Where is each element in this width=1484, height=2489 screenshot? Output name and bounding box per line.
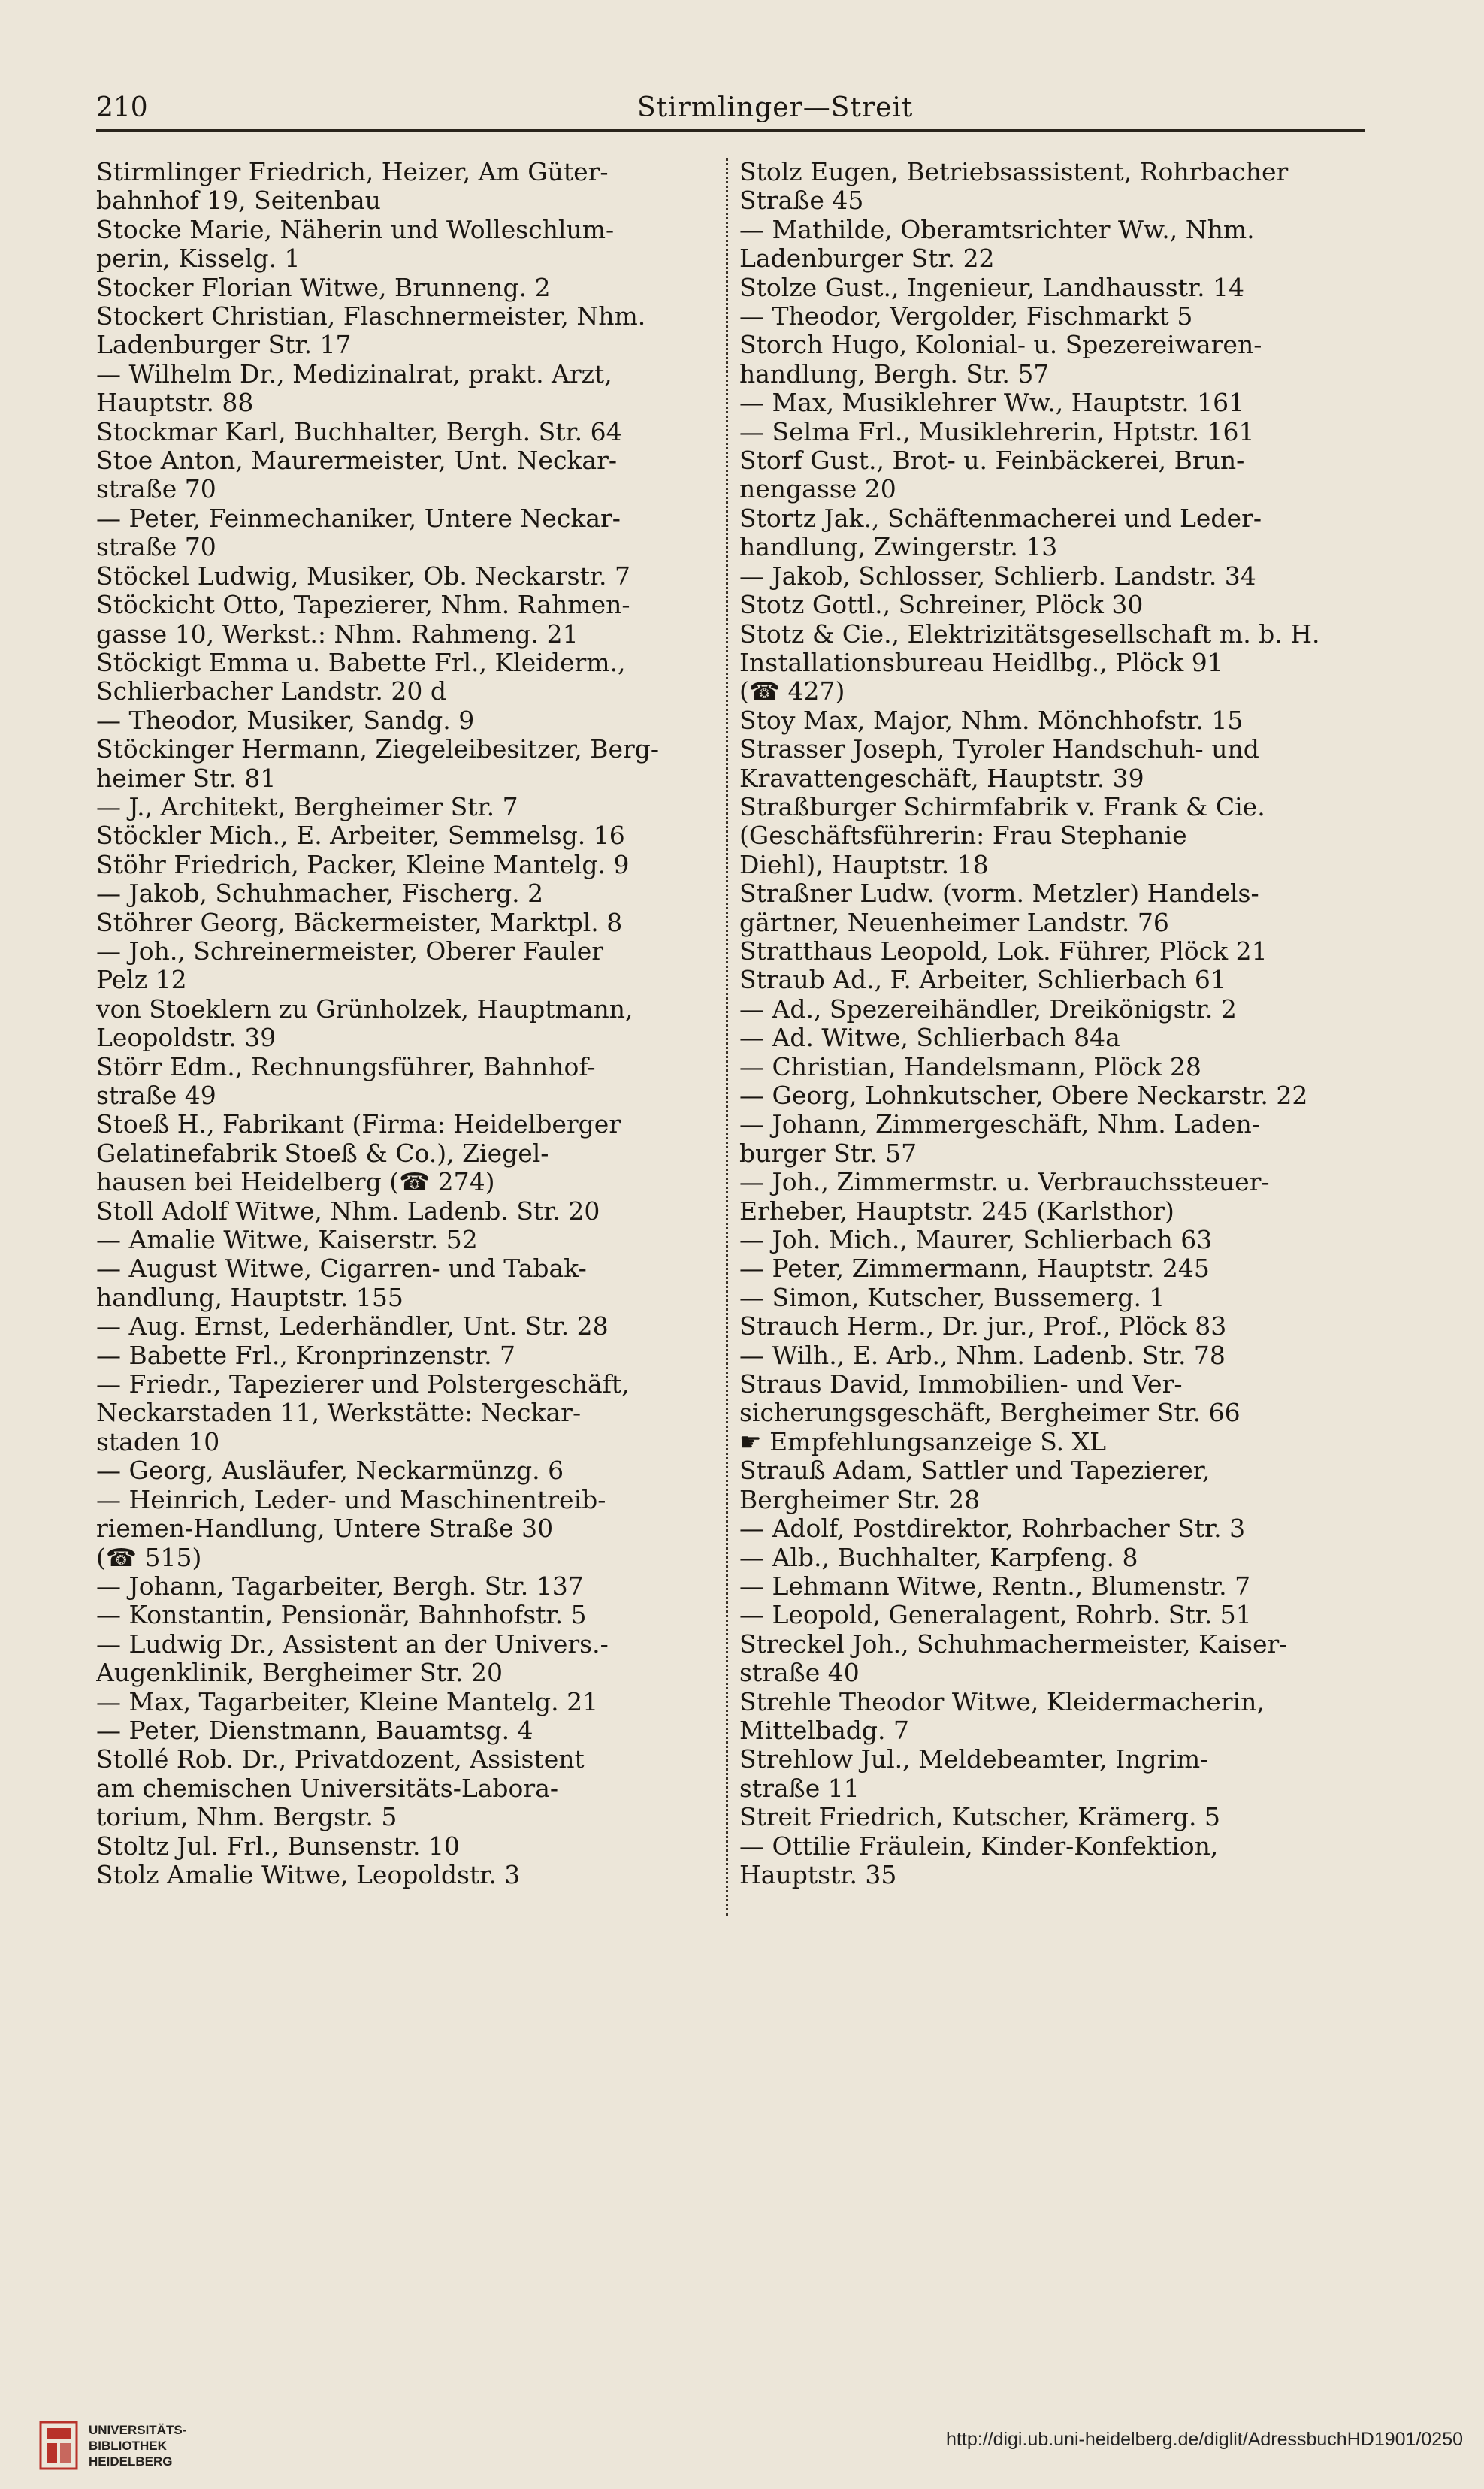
directory-entry	[96, 821, 712, 850]
entry-line: Strehle Theodor Witwe, Kleidermacherin,	[739, 1687, 1265, 1716]
entry-line: — Johann, Tagarbeiter, Bergh. Str. 137	[96, 1571, 584, 1601]
entry-line: Stöckinger Hermann, Ziegeleibesitzer, Berg-	[96, 735, 660, 764]
entry-line: handlung, Hauptstr. 155	[96, 1282, 403, 1312]
entry-line: — J., Architekt, Bergheimer Str. 7	[96, 792, 518, 821]
directory-entry	[96, 909, 712, 937]
entry-line: riemen-Handlung, Untere Straße 30	[96, 1514, 554, 1544]
entry-line: Stortz Jak., Schäftenmacherei und Leder-	[739, 504, 1262, 533]
entry-line: Strauß Adam, Sattler und Tapezierer,	[739, 1456, 1210, 1486]
entry-line: Stöckel Ludwig, Musiker, Ob. Neckarstr. 7	[96, 561, 630, 591]
directory-entry	[739, 735, 1356, 793]
entry-line: (☎ 515)	[96, 1542, 202, 1572]
entry-line: Stocker Florian Witwe, Brunneng. 2	[96, 273, 551, 302]
directory-entry	[739, 1284, 1356, 1312]
directory-entry	[739, 331, 1356, 389]
entry-line: Gelatinefabrik Stoeß & Co.), Ziegel-	[96, 1138, 549, 1168]
directory-entry	[739, 158, 1356, 216]
directory-entry	[96, 735, 712, 793]
directory-entry	[96, 1197, 712, 1226]
entry-line: Erheber, Hauptstr. 245 (Karlsthor)	[739, 1196, 1174, 1226]
directory-entry	[96, 995, 712, 1053]
directory-entry	[739, 1514, 1356, 1543]
directory-entry	[739, 966, 1356, 994]
entry-line: — Johann, Zimmergeschäft, Nhm. Laden-	[739, 1110, 1260, 1139]
directory-entry	[96, 851, 712, 879]
entry-line: — Simon, Kutscher, Bussemerg. 1	[739, 1283, 1165, 1312]
entry-line: Stolz Amalie Witwe, Leopoldstr. 3	[96, 1860, 521, 1889]
directory-entry	[96, 1370, 712, 1456]
directory-entry	[96, 1861, 712, 1889]
directory-entry	[739, 562, 1356, 591]
entry-line: Leopoldstr. 39	[96, 1023, 277, 1053]
directory-entry	[96, 1456, 712, 1485]
directory-entry	[96, 1572, 712, 1601]
directory-entry	[739, 879, 1356, 937]
entry-line: — Leopold, Generalagent, Rohrb. Str. 51	[739, 1601, 1252, 1630]
entry-line: — Ottilie Fräulein, Kinder-Konfektion,	[739, 1831, 1219, 1861]
directory-entry	[96, 158, 712, 216]
entry-line: (☎ 427)	[739, 676, 845, 706]
permalink-url[interactable]: http://digi.ub.uni-heidelberg.de/diglit/AdressbuchHD1901/0250	[946, 2429, 1463, 2450]
entry-line: — Wilhelm Dr., Medizinalrat, prakt. Arzt,	[96, 359, 612, 389]
entry-line: — Konstantin, Pensionär, Bahnhofstr. 5	[96, 1601, 587, 1630]
entry-line: Straßburger Schirmfabrik v. Frank & Cie.	[739, 792, 1265, 821]
library-logo[interactable]	[15, 2415, 210, 2478]
logo-line: HEIDELBERG	[89, 2454, 173, 2469]
entry-line: gärtner, Neuenheimer Landstr. 76	[739, 907, 1169, 937]
directory-entry	[739, 1803, 1356, 1831]
entry-line: — Max, Tagarbeiter, Kleine Mantelg. 21	[96, 1687, 599, 1716]
entry-line: handlung, Zwingerstr. 13	[739, 532, 1058, 562]
entry-line: gasse 10, Werkst.: Nhm. Rahmeng. 21	[96, 618, 579, 649]
entry-line: Straßner Ludw. (vorm. Metzler) Handels-	[739, 879, 1259, 909]
entry-line: — August Witwe, Cigarren- und Tabak-	[96, 1254, 587, 1284]
entry-line: Hauptstr. 35	[739, 1859, 897, 1889]
entry-line: — Wilh., E. Arb., Nhm. Ladenb. Str. 78	[739, 1341, 1226, 1370]
entry-line: Hauptstr. 88	[96, 388, 254, 418]
logo-line: BIBLIOTHEK	[89, 2439, 167, 2453]
entry-line: — Alb., Buchhalter, Karpfeng. 8	[739, 1543, 1138, 1572]
entry-line: Stotz Gottl., Schreiner, Plöck 30	[739, 591, 1144, 620]
directory-entry	[739, 274, 1356, 302]
entry-line: straße 11	[739, 1773, 860, 1803]
entry-line: — Ad. Witwe, Schlierbach 84a	[739, 1024, 1120, 1053]
left-column	[96, 158, 712, 1889]
directory-entry	[96, 1053, 712, 1111]
entry-line: — Theodor, Vergolder, Fischmarkt 5	[739, 302, 1193, 331]
entry-line: Stolze Gust., Ingenieur, Landhausstr. 14	[739, 273, 1245, 302]
entry-line: — Mathilde, Oberamtsrichter Ww., Nhm.	[739, 215, 1255, 244]
directory-entry	[96, 591, 712, 649]
entry-line: Stoll Adolf Witwe, Nhm. Ladenb. Str. 20	[96, 1196, 600, 1226]
entry-line: straße 40	[739, 1658, 860, 1688]
directory-entry	[96, 1110, 712, 1196]
directory-entry	[739, 1053, 1356, 1081]
header-rule	[96, 129, 1365, 132]
entry-line: — Heinrich, Leder- und Maschinentreib-	[96, 1485, 606, 1514]
entry-line: torium, Nhm. Bergstr. 5	[96, 1802, 397, 1832]
entry-line: — Joh. Mich., Maurer, Schlierbach 63	[739, 1226, 1213, 1255]
entry-line: Pelz 12	[96, 965, 187, 995]
entry-line: bahnhof 19, Seitenbau	[96, 186, 381, 216]
entry-line: Strauch Herm., Dr. jur., Prof., Plöck 83	[739, 1312, 1227, 1341]
directory-entry	[96, 1832, 712, 1861]
directory-entry	[739, 1745, 1356, 1803]
directory-entry	[739, 1456, 1356, 1514]
directory-entry	[96, 1716, 712, 1745]
logo-text	[89, 2422, 186, 2469]
entry-line: Straus David, Immobilien- und Ver-	[739, 1370, 1183, 1399]
entry-line: Stoltz Jul. Frl., Bunsenstr. 10	[96, 1831, 460, 1861]
entry-line: — Friedr., Tapezierer und Polstergeschäft,	[96, 1370, 630, 1399]
entry-line: ☛ Empfehlungsanzeige S. XL	[739, 1426, 1107, 1456]
entry-line: Stockmar Karl, Buchhalter, Bergh. Str. 64	[96, 417, 622, 446]
directory-entry	[739, 1024, 1356, 1052]
entry-line: Stotz & Cie., Elektrizitätsgesellschaft m. b. H.	[739, 619, 1320, 649]
entry-line: Ladenburger Str. 17	[96, 330, 352, 360]
entry-line: Stöckicht Otto, Tapezierer, Nhm. Rahmen-	[96, 591, 630, 620]
entry-line: — Lehmann Witwe, Rentn., Blumenstr. 7	[739, 1571, 1251, 1601]
column-divider	[726, 158, 728, 1916]
directory-entry	[739, 418, 1356, 446]
directory-entry	[739, 302, 1356, 331]
entry-line: Streckel Joh., Schuhmachermeister, Kaiser-	[739, 1629, 1288, 1659]
directory-entry	[739, 1110, 1356, 1168]
entry-line: Stöckler Mich., E. Arbeiter, Semmelsg. 16	[96, 821, 625, 851]
entry-line: am chemischen Universitäts-Labora-	[96, 1773, 559, 1803]
entry-line: — Jakob, Schlosser, Schlierb. Landstr. 34	[739, 561, 1256, 591]
entry-line: Schlierbacher Landstr. 20 d	[96, 676, 446, 706]
entry-line: Stratthaus Leopold, Lok. Führer, Plöck 21	[739, 936, 1268, 966]
entry-line: — Selma Frl., Musiklehrerin, Hptstr. 161	[739, 417, 1255, 446]
directory-entry	[739, 389, 1356, 417]
directory-entry	[739, 937, 1356, 966]
entry-line: Stoe Anton, Maurermeister, Unt. Neckar-	[96, 446, 618, 476]
entry-line: — Joh., Schreinermeister, Oberer Fauler	[96, 936, 604, 966]
directory-entry	[96, 1745, 712, 1831]
directory-entry	[96, 360, 712, 418]
directory-entry	[96, 793, 712, 821]
entry-line: Strehlow Jul., Meldebeamter, Ingrim-	[739, 1745, 1209, 1774]
library-seal-icon	[38, 2418, 80, 2473]
directory-entry	[739, 1544, 1356, 1572]
directory-entry	[739, 995, 1356, 1024]
entry-line: Augenklinik, Bergheimer Str. 20	[96, 1658, 503, 1688]
directory-entry	[96, 649, 712, 706]
directory-entry	[96, 1486, 712, 1572]
entry-line: Neckarstaden 11, Werkstätte: Neckar-	[96, 1398, 582, 1428]
entry-line: Storf Gust., Brot- u. Feinbäckerei, Brun-	[739, 446, 1245, 476]
entry-line: — Max, Musiklehrer Ww., Hauptstr. 161	[739, 389, 1245, 418]
entry-line: (Geschäftsführerin: Frau Stephanie	[739, 821, 1187, 851]
entry-line: Stocke Marie, Näherin und Wolleschlum-	[96, 215, 615, 244]
right-column	[739, 158, 1356, 1889]
entry-line: Stöhrer Georg, Bäckermeister, Marktpl. 8	[96, 908, 623, 937]
directory-entry	[96, 216, 712, 274]
entry-line: Storch Hugo, Kolonial- u. Spezereiwaren-	[739, 331, 1262, 360]
entry-line: Straub Ad., F. Arbeiter, Schlierbach 61	[739, 966, 1226, 995]
directory-entry	[96, 1312, 712, 1341]
entry-line: — Jakob, Schuhmacher, Fischerg. 2	[96, 879, 544, 909]
entry-line: Störr Edm., Rechnungsführer, Bahnhof-	[96, 1052, 596, 1081]
entry-line: Stollé Rob. Dr., Privatdozent, Assistent	[96, 1745, 585, 1774]
directory-entry	[739, 620, 1356, 706]
entry-line: Ladenburger Str. 22	[739, 243, 995, 274]
entry-line: — Joh., Zimmermstr. u. Verbrauchssteuer-	[739, 1168, 1270, 1197]
directory-entry	[739, 1630, 1356, 1688]
directory-entry	[739, 1341, 1356, 1370]
entry-line: Kravattengeschäft, Hauptstr. 39	[739, 763, 1144, 793]
directory-entry	[96, 1688, 712, 1716]
directory-entry	[739, 793, 1356, 879]
directory-entry	[739, 591, 1356, 619]
entry-line: handlung, Bergh. Str. 57	[739, 358, 1050, 389]
entry-line: staden 10	[96, 1426, 220, 1456]
entry-line: — Peter, Feinmechaniker, Untere Neckar-	[96, 504, 621, 533]
entry-line: — Georg, Lohnkutscher, Obere Neckarstr. 22	[739, 1081, 1308, 1110]
directory-entry	[739, 446, 1356, 504]
directory-entry	[96, 1630, 712, 1688]
entry-line: sicherungsgeschäft, Bergheimer Str. 66	[739, 1398, 1241, 1428]
logo-line: UNIVERSITÄTS-	[89, 2423, 187, 2437]
directory-entry	[739, 706, 1356, 735]
directory-entry	[739, 1254, 1356, 1283]
running-title: Stirmlinger—Streit	[637, 92, 914, 123]
entry-line: heimer Str. 81	[96, 763, 277, 793]
directory-entry	[96, 302, 712, 360]
directory-entry	[96, 274, 712, 302]
entry-line: — Georg, Ausläufer, Neckarmünzg. 6	[96, 1456, 564, 1486]
entry-line: burger Str. 57	[739, 1138, 917, 1168]
directory-entry	[739, 1601, 1356, 1629]
directory-entry	[96, 1601, 712, 1629]
entry-line: Stoeß H., Fabrikant (Firma: Heidelberger	[96, 1110, 621, 1139]
entry-line: — Amalie Witwe, Kaiserstr. 52	[96, 1226, 478, 1255]
directory-entry	[739, 1081, 1356, 1110]
entry-line: Diehl), Hauptstr. 18	[739, 849, 989, 879]
entry-line: — Peter, Dienstmann, Bauamtsg. 4	[96, 1716, 533, 1745]
directory-entry	[739, 1832, 1356, 1890]
entry-line: straße 70	[96, 532, 216, 562]
directory-entry	[96, 446, 712, 504]
directory-entry	[739, 1312, 1356, 1341]
entry-line: Mittelbadg. 7	[739, 1715, 909, 1745]
entry-line: — Aug. Ernst, Lederhändler, Unt. Str. 28	[96, 1312, 609, 1341]
entry-line: perin, Kisselg. 1	[96, 243, 301, 274]
directory-entry	[96, 1341, 712, 1370]
entry-line: Bergheimer Str. 28	[739, 1484, 981, 1514]
entry-line: — Ad., Spezereihändler, Dreikönigstr. 2	[739, 994, 1237, 1024]
entry-line: Straße 45	[739, 186, 864, 216]
entry-line: straße 70	[96, 474, 216, 504]
entry-line: Strasser Joseph, Tyroler Handschuh- und	[739, 735, 1259, 764]
directory-entry	[739, 1168, 1356, 1226]
entry-line: Stockert Christian, Flaschnermeister, Nhm.	[96, 302, 646, 331]
directory-entry	[96, 937, 712, 995]
entry-line: hausen bei Heidelberg (☎ 274)	[96, 1167, 495, 1197]
directory-entry	[739, 1370, 1356, 1456]
directory-entry	[96, 706, 712, 735]
page-number: 210	[96, 92, 148, 123]
directory-entry	[739, 504, 1356, 562]
entry-line: — Christian, Handelsmann, Plöck 28	[739, 1052, 1201, 1081]
entry-line: Stoy Max, Major, Nhm. Mönchhofstr. 15	[739, 706, 1244, 735]
entry-line: nengasse 20	[739, 474, 896, 504]
directory-entry	[96, 504, 712, 562]
entry-line: — Theodor, Musiker, Sandg. 9	[96, 706, 475, 735]
entry-line: — Babette Frl., Kronprinzenstr. 7	[96, 1341, 516, 1370]
entry-line: Stirmlinger Friedrich, Heizer, Am Güter-	[96, 158, 609, 186]
directory-entry	[739, 1226, 1356, 1254]
directory-entry	[739, 1688, 1356, 1746]
entry-line: Stöhr Friedrich, Packer, Kleine Mantelg. 9	[96, 850, 630, 879]
entry-line: — Peter, Zimmermann, Hauptstr. 245	[739, 1254, 1210, 1284]
entry-line: Stöckigt Emma u. Babette Frl., Kleiderm.,	[96, 648, 626, 677]
directory-entry	[96, 1226, 712, 1254]
entry-line: von Stoeklern zu Grünholzek, Hauptmann,	[96, 994, 633, 1024]
directory-entry	[96, 418, 712, 446]
entry-line: Streit Friedrich, Kutscher, Krämerg. 5	[739, 1803, 1220, 1832]
entry-line: Stolz Eugen, Betriebsassistent, Rohrbacher	[739, 158, 1289, 186]
entry-line: straße 49	[96, 1081, 216, 1110]
directory-entry	[739, 1572, 1356, 1601]
entry-line: — Ludwig Dr., Assistent an der Univers.-	[96, 1629, 609, 1659]
directory-entry	[96, 562, 712, 591]
directory-entry	[96, 879, 712, 908]
directory-entry	[739, 216, 1356, 274]
entry-line: Installationsbureau Heidlbg., Plöck 91	[739, 647, 1223, 677]
directory-entry	[96, 1254, 712, 1312]
entry-line: — Adolf, Postdirektor, Rohrbacher Str. 3	[739, 1514, 1246, 1544]
